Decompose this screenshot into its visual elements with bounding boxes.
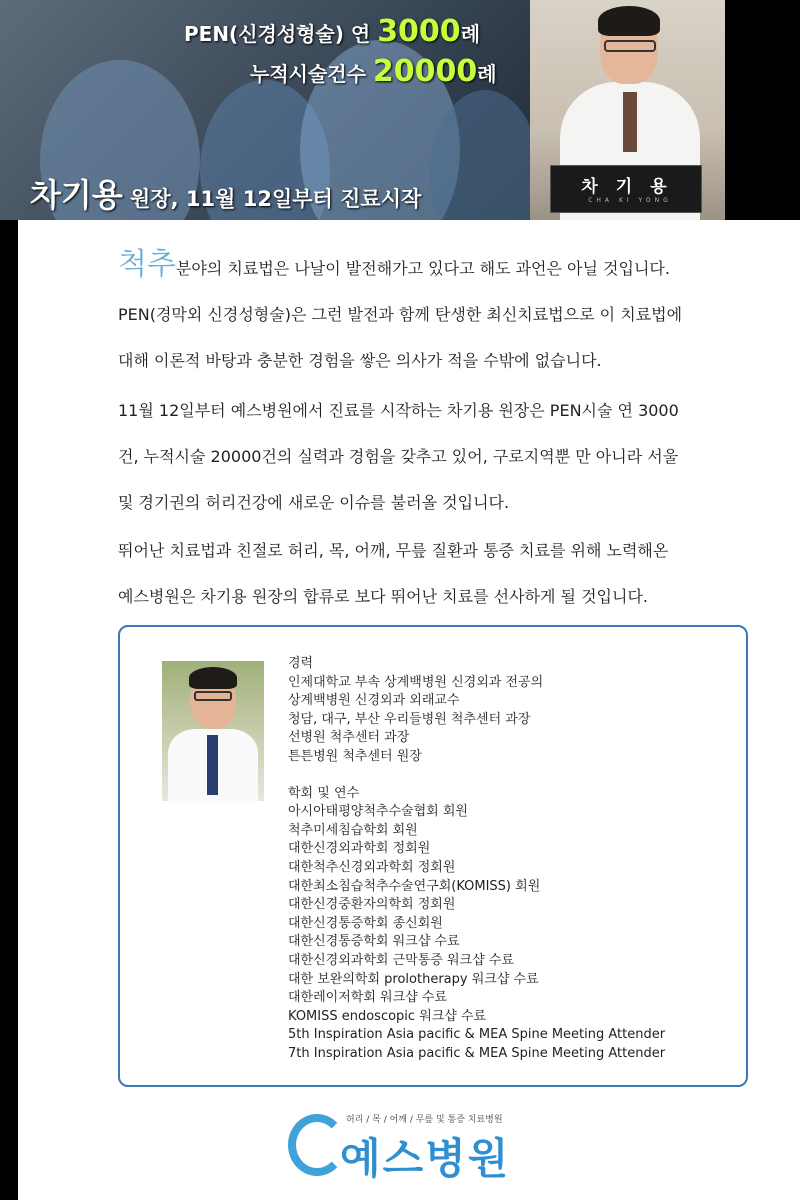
header-banner <box>0 0 800 220</box>
banner-line-2 <box>250 54 497 89</box>
article-panel <box>18 220 800 1200</box>
logo-swoosh-icon <box>288 1114 346 1176</box>
career-item: 선병원 척추센터 과장 <box>288 730 410 746</box>
article-lead-word: 척추 <box>118 247 176 282</box>
doctor-portrait <box>162 661 264 801</box>
nameplate-romanized: CHA KI YONG <box>588 197 672 204</box>
society-item: 대한신경외과학회 정회원 <box>288 841 431 857</box>
article-line: 및 경기권의 허리건강에 새로운 이슈를 불러올 것입니다. <box>118 493 510 512</box>
society-item: 대한신경중환자의학회 정회원 <box>288 897 456 913</box>
society-item: 아시아태평양척추수술협회 회원 <box>288 804 468 820</box>
banner-line-2-prefix: 누적시술건수 <box>250 62 373 86</box>
career-item: 상계백병원 신경외과 외래교수 <box>288 693 460 709</box>
career-box <box>118 625 748 1087</box>
hospital-logo <box>288 1110 548 1184</box>
society-item: 대한신경통증학회 워크샵 수료 <box>288 934 460 950</box>
society-item: 5th Inspiration Asia pacific & MEA Spine Meeting Attender <box>288 1027 666 1043</box>
logo-tagline: 허리 / 목 / 어깨 / 무릎 및 통증 치료병원 <box>346 1115 503 1125</box>
banner-headline <box>30 170 421 216</box>
nameplate-name: 차기용 <box>581 177 685 197</box>
headline-rest: 원장, 11월 12일부터 진료시작 <box>122 187 422 211</box>
career-item: 인제대학교 부속 상계백병원 신경외과 전공의 <box>288 674 544 690</box>
society-item: KOMISS endoscopic 워크샵 수료 <box>288 1008 487 1024</box>
article-line: 대해 이론적 바탕과 충분한 경험을 쌓은 의사가 적을 수밖에 없습니다. <box>118 351 602 370</box>
banner-line-2-suffix: 례 <box>477 62 497 86</box>
article-line: 예스병원은 차기용 원장의 합류로 보다 뛰어난 치료를 선사하게 될 것입니다. <box>118 587 648 606</box>
article-line: 뛰어난 치료법과 친절로 허리, 목, 어깨, 무릎 질환과 통증 치료를 위해 노력해온 <box>118 541 669 560</box>
article-paragraph-1 <box>118 242 788 292</box>
society-item: 대한신경통증학회 종신회원 <box>288 915 443 931</box>
logo-name: 예스병원 <box>340 1134 511 1183</box>
banner-line-1-prefix: PEN(신경성형술) 연 <box>184 22 378 46</box>
banner-right-strip <box>725 0 800 220</box>
society-item: 대한최소침습척추수술연구회(KOMISS) 회원 <box>288 878 541 894</box>
societies-heading: 학회 및 연수 <box>288 785 360 801</box>
society-item: 7th Inspiration Asia pacific & MEA Spine Meeting Attender <box>288 1045 666 1061</box>
society-item: 대한 보완의학회 prolotherapy 워크샵 수료 <box>288 971 539 987</box>
banner-line-1-suffix: 례 <box>460 22 481 46</box>
career-item: 청담, 대구, 부산 우리들병원 척추센터 과장 <box>288 711 531 727</box>
nameplate <box>550 165 702 213</box>
article-line: PEN(경막외 신경성형술)은 그런 발전과 함께 탄생한 최신치료법으로 이 치료법에 <box>118 305 683 324</box>
society-item: 대한척추신경외과학회 정회원 <box>288 859 456 875</box>
banner-line-1 <box>184 14 480 49</box>
career-item: 튼튼병원 척추센터 원장 <box>288 748 422 764</box>
article-line: 11월 12일부터 예스병원에서 진료를 시작하는 차기용 원장은 PEN시술 연 3000 <box>118 401 679 420</box>
headline-doctor-name: 차기용 <box>30 176 123 214</box>
society-item: 척추미세침습학회 회원 <box>288 822 418 838</box>
article-lead-text: 분야의 치료법은 나날이 발전해가고 있다고 해도 과언은 아닐 것입니다. <box>175 259 670 278</box>
career-list <box>288 655 738 1063</box>
career-heading: 경력 <box>288 656 314 671</box>
banner-line-2-number: 20000 <box>372 54 478 89</box>
article-line: 건, 누적시술 20000건의 실력과 경험을 갖추고 있어, 구로지역뿐 만 아니라 서울 <box>118 447 679 466</box>
society-item: 대한레이저학회 워크샵 수료 <box>288 990 447 1006</box>
society-item: 대한신경외과학회 근막통증 워크샵 수료 <box>288 952 514 968</box>
doctor-photo <box>530 0 725 220</box>
banner-line-1-number: 3000 <box>377 14 461 49</box>
